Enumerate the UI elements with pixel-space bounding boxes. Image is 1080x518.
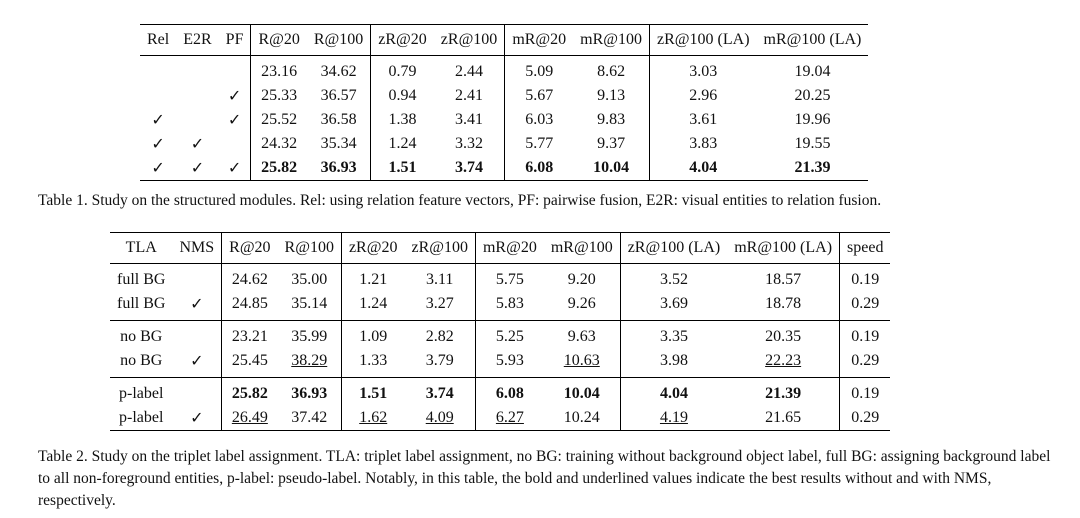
table-cell: 36.57 [320, 87, 357, 104]
table-row [140, 132, 868, 156]
table-cell: 10.63 [544, 349, 620, 378]
table-cell: 1.24 [371, 132, 434, 156]
col-header: zR@100 [404, 233, 475, 264]
table-cell: 1.38 [371, 108, 434, 132]
table-row [110, 349, 890, 378]
table-cell [172, 321, 221, 350]
table-cell: 36.93 [320, 159, 357, 176]
table-cell: 25.82 [222, 378, 278, 407]
table-cell: 0.29 [840, 406, 891, 431]
col-header: Rel [140, 25, 176, 56]
table-cell: 8.62 [597, 63, 626, 80]
table-cell: ✓ [172, 349, 221, 378]
table-cell: 3.83 [650, 132, 757, 156]
table-cell: 0.19 [840, 321, 891, 350]
table-cell: 4.04 [650, 156, 757, 181]
table-cell: 6.08 [475, 378, 543, 407]
table-cell: 3.11 [426, 271, 454, 288]
table-cell: 0.94 [371, 84, 434, 108]
table-cell: 6.03 [505, 108, 573, 132]
table-cell: 5.93 [475, 349, 543, 378]
table-row [140, 56, 868, 85]
table-cell [219, 56, 251, 85]
col-header: zR@20 [371, 25, 434, 56]
table-cell: 5.83 [475, 292, 543, 321]
table-cell: 21.39 [765, 385, 802, 402]
table-cell: full BG [110, 292, 172, 321]
table-cell: p-label [119, 385, 164, 402]
table-cell: 3.61 [650, 108, 757, 132]
table-cell [176, 108, 218, 132]
table-cell: p-label [119, 409, 164, 426]
table-cell: 36.58 [320, 111, 357, 128]
table-cell: 5.09 [505, 56, 573, 85]
table-cell: 9.37 [597, 135, 626, 152]
table-row [110, 264, 890, 293]
table-cell: 20.25 [794, 87, 831, 104]
table-cell: ✓ [151, 136, 165, 153]
table-cell: 18.78 [727, 292, 839, 321]
col-header: R@100 [307, 25, 371, 56]
table-cell: 3.27 [404, 292, 475, 321]
table-row [110, 406, 890, 431]
table-cell: 9.13 [597, 87, 626, 104]
table-cell: 25.45 [222, 349, 278, 378]
table-row [110, 321, 890, 350]
table-cell: 1.09 [341, 321, 404, 350]
col-header: mR@100 [544, 233, 620, 264]
table-cell: 21.39 [794, 159, 831, 176]
table-cell: 1.33 [341, 349, 404, 378]
table-cell: 22.23 [727, 349, 839, 378]
table-cell: 21.65 [765, 409, 802, 426]
table-cell: 10.04 [563, 385, 600, 402]
table-cell [140, 84, 176, 108]
table-cell: 35.99 [291, 328, 328, 345]
col-header: mR@100 (LA) [757, 25, 869, 56]
table-cell: 3.35 [620, 321, 727, 350]
table-cell: 4.09 [425, 409, 454, 426]
table-cell: 6.27 [475, 406, 543, 431]
col-header: mR@100 [573, 25, 649, 56]
table-cell: 0.29 [840, 349, 891, 378]
table-cell: 4.19 [620, 406, 727, 431]
col-header: TLA [110, 233, 172, 264]
col-header: E2R [176, 25, 218, 56]
table-cell [172, 378, 221, 407]
table-cell [172, 264, 221, 293]
col-header: PF [219, 25, 251, 56]
table-cell: 20.35 [765, 328, 802, 345]
table-cell: 3.32 [455, 135, 484, 152]
table-cell: 2.82 [425, 328, 454, 345]
table-cell: 38.29 [278, 349, 342, 378]
col-header: zR@100 (LA) [650, 25, 757, 56]
col-header: mR@20 [475, 233, 543, 264]
table-cell: 3.41 [455, 111, 484, 128]
col-header: zR@100 [434, 25, 505, 56]
table-row [110, 292, 890, 321]
table-cell: 3.79 [404, 349, 475, 378]
table-cell: 24.32 [251, 132, 307, 156]
table-cell: 3.03 [650, 56, 757, 85]
table-cell: 24.62 [222, 264, 278, 293]
table-cell: 9.20 [567, 271, 596, 288]
table-cell: 5.77 [505, 132, 573, 156]
col-header: zR@100 (LA) [620, 233, 727, 264]
col-header: R@100 [278, 233, 342, 264]
table-cell: 35.00 [291, 271, 328, 288]
table-cell: 1.51 [371, 156, 434, 181]
table-cell: 0.79 [371, 56, 434, 85]
table-cell: 0.29 [840, 292, 891, 321]
table-header-row [140, 25, 868, 56]
table-cell: ✓ [227, 160, 242, 177]
col-header: R@20 [222, 233, 278, 264]
table-cell [140, 56, 176, 85]
table-header-row [110, 233, 890, 264]
table-cell: 2.44 [455, 63, 484, 80]
table-cell: 25.33 [251, 84, 307, 108]
table1-caption: Table 1. Study on the structured modules. Rel: using relation feature vectors, PF: pairwise fusion, E2R: visual entities to relation fusion. [38, 192, 882, 209]
table-cell: 9.63 [567, 328, 596, 345]
table-cell: 26.49 [222, 406, 278, 431]
table-cell: 5.67 [505, 84, 573, 108]
table-cell [176, 56, 218, 85]
table-cell: 23.21 [222, 321, 278, 350]
table-cell: 10.24 [563, 409, 600, 426]
col-header: mR@20 [505, 25, 573, 56]
table-cell: full BG [117, 271, 166, 288]
table-row [140, 84, 868, 108]
col-header: R@20 [251, 25, 307, 56]
table-cell: 25.52 [251, 108, 307, 132]
table-cell: 19.96 [794, 111, 831, 128]
table-cell: 18.57 [765, 271, 802, 288]
table-row [140, 108, 868, 132]
col-header: speed [840, 233, 891, 264]
table-triplet-label-assignment [110, 232, 890, 431]
table-cell: 36.93 [291, 385, 328, 402]
col-header: mR@100 (LA) [727, 233, 839, 264]
table-cell: 37.42 [291, 409, 328, 426]
table-cell: 19.55 [794, 135, 831, 152]
table-cell: 0.19 [840, 264, 891, 293]
col-header: zR@20 [341, 233, 404, 264]
table-cell: 4.04 [620, 378, 727, 407]
table-structured-modules [140, 24, 868, 181]
table-cell: 6.08 [505, 156, 573, 181]
table-cell: 34.62 [320, 63, 357, 80]
table-cell [219, 132, 251, 156]
table-cell: ✓ [151, 160, 165, 177]
table-cell: 1.21 [341, 264, 404, 293]
table-cell: 35.14 [278, 292, 342, 321]
table-cell: 25.82 [251, 156, 307, 181]
table-cell: 3.74 [425, 385, 454, 402]
table-cell: no BG [120, 328, 163, 345]
table-cell: 3.69 [620, 292, 727, 321]
table-cell: 5.75 [475, 264, 543, 293]
table-cell: ✓ [227, 88, 242, 105]
table-cell: ✓ [190, 136, 205, 153]
table-cell: ✓ [190, 160, 205, 177]
table-cell: 0.19 [840, 378, 891, 407]
table-cell: 10.04 [593, 159, 630, 176]
table-cell [176, 84, 218, 108]
table-cell: 2.41 [455, 87, 484, 104]
table-cell: 3.52 [620, 264, 727, 293]
col-header: NMS [172, 233, 221, 264]
table-cell: no BG [110, 349, 172, 378]
table-row [110, 378, 890, 407]
table-cell: ✓ [227, 112, 242, 129]
table-cell: 1.24 [341, 292, 404, 321]
table-cell: ✓ [151, 112, 165, 129]
table-cell: ✓ [190, 410, 204, 427]
table-cell: 2.96 [650, 84, 757, 108]
table-row [140, 156, 868, 181]
table-cell: ✓ [172, 292, 221, 321]
table-cell: 19.04 [794, 63, 831, 80]
table-cell: 9.83 [597, 111, 626, 128]
table-cell: 9.26 [544, 292, 620, 321]
table-cell: 35.34 [320, 135, 357, 152]
table-cell: 5.25 [475, 321, 543, 350]
table-cell: 23.16 [251, 56, 307, 85]
table-cell: 1.51 [341, 378, 404, 407]
table-cell: 3.98 [620, 349, 727, 378]
table2-caption: Table 2. Study on the triplet label assignment. TLA: triplet label assignment, no BG: training without background object label, full BG: assigning background label to all non-foreground entities, p-label: pseudo-label. Notably, in this table, the bold and underlined values indicate the best results without and with NMS, respectively. [38, 448, 1051, 509]
table-cell: 3.74 [455, 159, 484, 176]
table-cell: 24.85 [222, 292, 278, 321]
table-cell: 1.62 [341, 406, 404, 431]
